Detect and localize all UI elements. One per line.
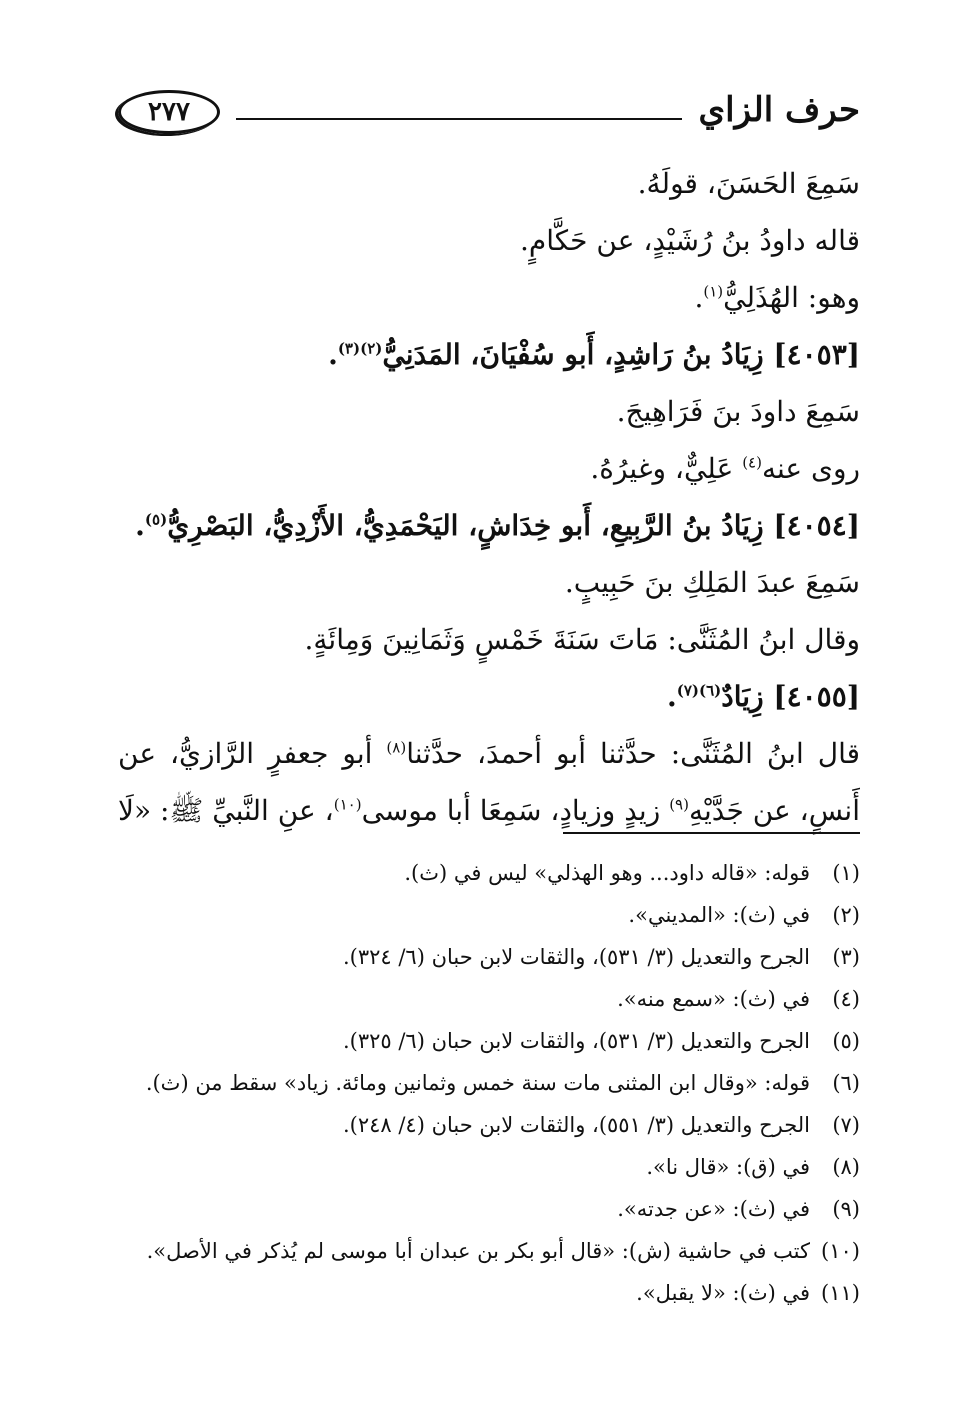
text-line: وهو: الهُذَلِيُّ$^{(١)}$. <box>694 281 860 314</box>
footnote <box>118 894 860 936</box>
footnote-text: الجرح والتعديل (٣/ ٥٣١)، والثقات لابن حبان (٦/ ٣٢٥). <box>342 1029 810 1053</box>
footnote-number: (٨) <box>832 1155 860 1179</box>
footnote-number: (٤) <box>832 987 860 1011</box>
text-line: قال ابنُ المُثَنَّى: حدَّثنا أبو أحمدَ، حدَّثنا$^{(٨)}$ أبو جعفرٍ الرَّازيُّ، عن <box>118 737 860 770</box>
footnote-number: (٦) <box>832 1071 860 1095</box>
footnote-text: في (ق): «قال نا». <box>646 1155 810 1179</box>
footnote <box>118 852 860 894</box>
footnote-text: كتب في حاشية (ش): «قال أبو بكر بن عبدان أبا موسى لم يُذكر في الأصل». <box>146 1239 810 1263</box>
main-text <box>118 155 860 839</box>
footnote-separator <box>563 832 860 834</box>
footnote-ref: (٢)(٣) <box>337 339 383 358</box>
footnote-ref: (٦)(٧) <box>676 681 722 700</box>
text-line: روى عنه$^{(٤)}$ عَلِيٌّ، وغيرُهُ. <box>590 452 860 485</box>
header-rule <box>236 118 682 120</box>
footnote-ref: (٥) <box>144 510 168 529</box>
footnote-number: (٧) <box>832 1113 860 1137</box>
text-line: أَنسٍ، عن جَدَّيْهِ$^{(٩)}$ زيدٍ وزيادٍ، سَمِعَا أبا موسى$^{(١٠)}$، عنِ النَّبيِّ ﷺ: «لَا <box>118 794 860 827</box>
footnote <box>118 1104 860 1146</box>
footnote-number: (١١) <box>821 1281 860 1305</box>
footnote-number: (٢) <box>832 903 860 927</box>
footnote-text: قوله: «وقال ابن المثنى مات سنة خمس وثمانين ومائة. زياد» سقط من (ث). <box>145 1071 810 1095</box>
page-number: ٢٧٧ <box>118 90 220 134</box>
footnote <box>118 1020 860 1062</box>
footnote-number: (٥) <box>832 1029 860 1053</box>
footnote-text: في (ث): «سمع منه». <box>617 987 810 1011</box>
text-line: سَمِعَ الحَسَنَ، قولَهُ. <box>637 167 860 200</box>
footnote <box>118 1230 860 1272</box>
entry-heading: [٤٠٥٥] زِيَادٌ$^{(٦)(٧)}$. <box>666 680 860 713</box>
footnote-text: الجرح والتعديل (٣/ ٥٥١)، والثقات لابن حبان (٤/ ٢٤٨). <box>342 1113 810 1137</box>
footnote-ref: (٩) <box>669 795 689 814</box>
page-header <box>118 84 860 144</box>
footnote-number: (١٠) <box>821 1239 860 1263</box>
footnotes <box>118 852 860 1314</box>
footnote-text: في (ث): «لا يقبل». <box>636 1281 810 1305</box>
footnote-text: الجرح والتعديل (٣/ ٥٣١)، والثقات لابن حبان (٦/ ٣٢٤). <box>342 945 810 969</box>
footnote <box>118 978 860 1020</box>
text-line: سَمِعَ داودَ بنَ فَرَاهِيجَ. <box>616 395 860 428</box>
footnote-number: (٩) <box>832 1197 860 1221</box>
footnote-number: (١) <box>832 861 860 885</box>
footnote <box>118 1146 860 1188</box>
footnote-ref: (١) <box>703 282 724 301</box>
footnote-text: في (ث): «المديني». <box>628 903 810 927</box>
footnote-ref: (٨) <box>386 738 407 757</box>
footnote-text: قوله: «قاله داود... وهو الهذلي» ليس في (ث). <box>404 861 810 885</box>
footnote <box>118 1188 860 1230</box>
text-line: سَمِعَ عبدَ المَلِكِ بنَ حَبِيبٍ. <box>564 566 860 599</box>
text-line: قاله داودُ بنُ رُشَيْدٍ، عن حَكَّامٍ. <box>519 224 860 257</box>
footnote <box>118 1062 860 1104</box>
footnote-ref: (٤) <box>742 453 762 472</box>
text-line: وقال ابنُ المُثَنَّى: مَاتَ سَنَةَ خَمْسٍ وَثَمَانِينَ وَمِائَةٍ. <box>304 623 860 656</box>
footnote <box>118 936 860 978</box>
running-title: حرف الزاي <box>698 90 860 130</box>
footnote-number: (٣) <box>832 945 860 969</box>
footnote-text: في (ث): «عن جدته». <box>617 1197 810 1221</box>
entry-heading: [٤٠٥٣] زِيَادُ بنُ رَاشِدٍ، أَبو سُفْيَانَ، المَدَنِيُّ$^{(٢)(٣)}$. <box>328 338 860 371</box>
footnote <box>118 1272 860 1314</box>
footnote-ref: (١٠) <box>333 795 362 814</box>
entry-heading: [٤٠٥٤] زِيَادُ بنُ الرَّبِيعِ، أَبو خِدَاشٍ، اليَحْمَدِيُّ، الأَزْدِيُّ، البَصْرِيُّ$^{(٥)}$. <box>135 509 860 542</box>
